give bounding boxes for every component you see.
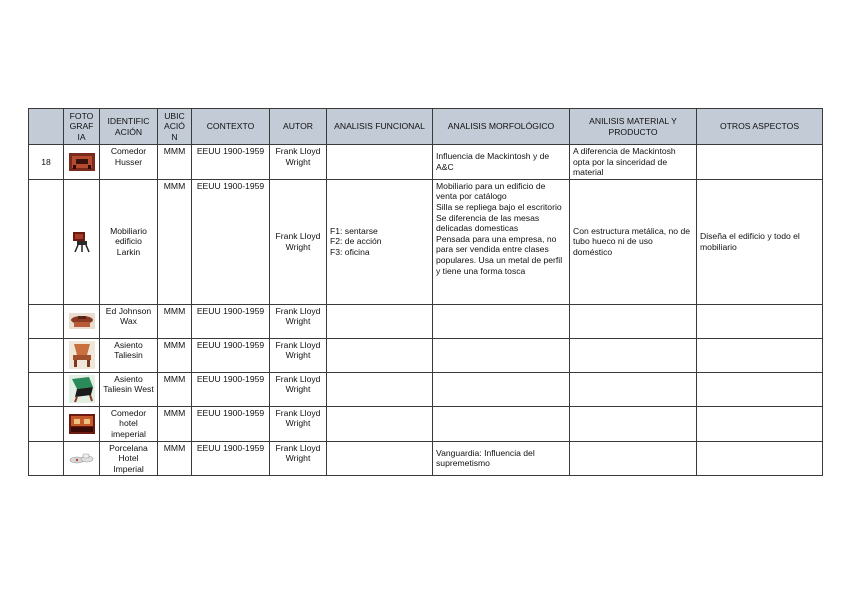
dining-set-thumb-icon [69,153,95,171]
cell-autor: Frank Lloyd Wright [270,441,327,476]
cell-num [29,441,64,476]
cell-photo [64,145,100,180]
header-funcional: ANALISIS FUNCIONAL [327,109,433,145]
header-contexto: CONTEXTO [192,109,270,145]
cell-contexto: EEUU 1900-1959 [192,304,270,338]
cell-autor: Frank Lloyd Wright [270,304,327,338]
cell-ident: Asiento Taliesin [100,338,158,372]
cell-autor: Frank Lloyd Wright [270,338,327,372]
cell-funcional [327,441,433,476]
table-row [29,304,823,338]
cell-num [29,372,64,406]
cell-morfologico: Influencia de Mackintosh y de A&C [433,145,570,180]
cell-funcional: F1: sentarse F2: de acción F3: oficina [327,179,433,304]
taliesin-chair-thumb-icon [69,341,95,369]
cell-photo [64,304,100,338]
cell-ubic: MMM [158,406,192,441]
cell-contexto: EEUU 1900-1959 [192,372,270,406]
porcelain-thumb-icon [69,451,95,465]
cell-morfologico [433,372,570,406]
cell-material: Con estructura metálica, no de tubo hueco ni de uso doméstico [570,179,697,304]
cell-otros [697,406,823,441]
cell-otros [697,372,823,406]
table-row [29,441,823,476]
wax-desk-thumb-icon [69,313,95,329]
header-autor: AUTOR [270,109,327,145]
header-foto: FOTO GRAF IA [64,109,100,145]
cell-funcional [327,406,433,441]
cell-ubic: MMM [158,179,192,304]
cell-ident: Asiento Taliesin West [100,372,158,406]
cell-autor: Frank Lloyd Wright [270,179,327,304]
cell-ubic: MMM [158,304,192,338]
header-num [29,109,64,145]
cell-ident: Mobiliario edificio Larkin [100,179,158,304]
header-row [29,109,823,145]
header-morfologico: ANALISIS MORFOLÓGICO [433,109,570,145]
furniture-analysis-table [28,108,823,476]
cell-photo [64,372,100,406]
header-material: ANILISIS MATERIAL Y PRODUCTO [570,109,697,145]
table-row [29,179,823,304]
header-otros: OTROS ASPECTOS [697,109,823,145]
header-ident: IDENTIFIC ACIÓN [100,109,158,145]
cell-funcional [327,145,433,180]
cell-num [29,304,64,338]
cell-material [570,372,697,406]
hotel-dining-thumb-icon [69,414,95,434]
cell-material [570,441,697,476]
cell-photo [64,338,100,372]
cell-ident: Ed Johnson Wax [100,304,158,338]
cell-ubic: MMM [158,145,192,180]
cell-otros: Diseña el edificio y todo el mobiliario [697,179,823,304]
cell-contexto: EEUU 1900-1959 [192,338,270,372]
cell-material [570,338,697,372]
cell-autor: Frank Lloyd Wright [270,372,327,406]
header-ubic: UBIC ACIÓ N [158,109,192,145]
cell-morfologico [433,338,570,372]
cell-ubic: MMM [158,372,192,406]
cell-num [29,406,64,441]
cell-otros [697,338,823,372]
cell-funcional [327,338,433,372]
cell-morfologico [433,304,570,338]
table-row [29,338,823,372]
table-row [29,406,823,441]
cell-ubic: MMM [158,441,192,476]
cell-otros [697,145,823,180]
cell-material [570,304,697,338]
cell-funcional [327,304,433,338]
cell-ident: Porcelana Hotel Imperial [100,441,158,476]
table-row [29,372,823,406]
cell-ident: Comedor hotel imeperial [100,406,158,441]
cell-num [29,338,64,372]
cell-morfologico: Vanguardia: Influencia del supremetismo [433,441,570,476]
cell-contexto: EEUU 1900-1959 [192,179,270,304]
cell-photo [64,179,100,304]
cell-material [570,406,697,441]
table-row [29,145,823,180]
cell-otros [697,441,823,476]
cell-num [29,179,64,304]
cell-autor: Frank Lloyd Wright [270,145,327,180]
cell-contexto: EEUU 1900-1959 [192,441,270,476]
cell-ident: Comedor Husser [100,145,158,180]
cell-photo [64,441,100,476]
cell-otros [697,304,823,338]
cell-contexto: EEUU 1900-1959 [192,145,270,180]
cell-morfologico: Mobiliario para un edificio de venta por catálogo Silla se repliega bajo el escritorio Se diferencia de las mesas delicadas domesticas Pensada para una empresa, no para ser vendida entre clases populares. Usa un metal de perfil y tiene una forma tosca [433,179,570,304]
cell-num: 18 [29,145,64,180]
taliesin-west-chair-thumb-icon [69,375,95,403]
cell-contexto: EEUU 1900-1959 [192,406,270,441]
office-chair-thumb-icon [71,230,93,254]
cell-funcional [327,372,433,406]
cell-ubic: MMM [158,338,192,372]
cell-photo [64,406,100,441]
cell-autor: Frank Lloyd Wright [270,406,327,441]
cell-morfologico [433,406,570,441]
cell-material: A diferencia de Mackintosh opta por la sinceridad de material [570,145,697,180]
